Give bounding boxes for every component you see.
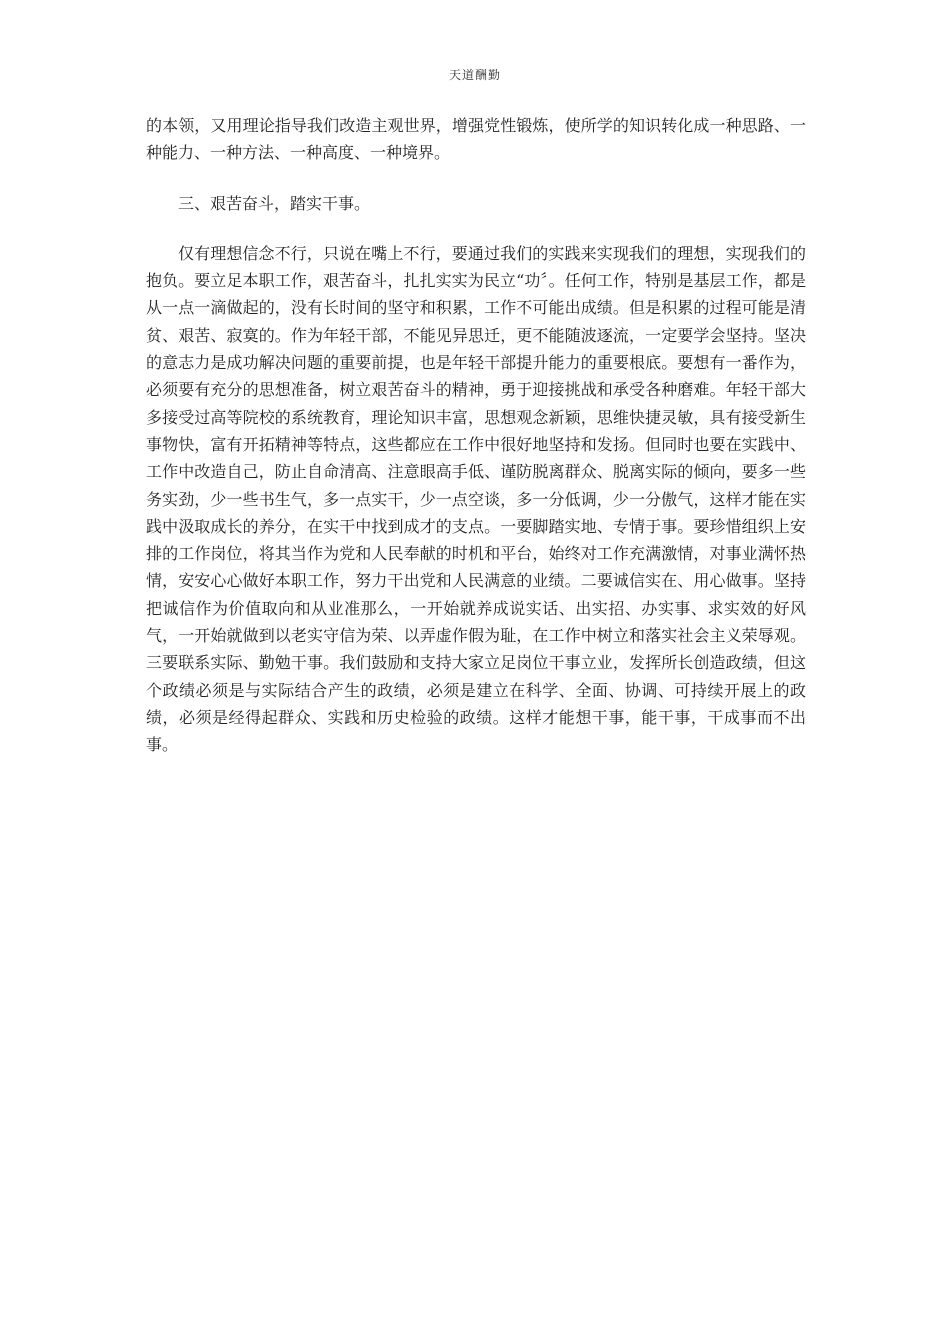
section-heading: 三、艰苦奋斗，踏实干事。 (178, 193, 371, 213)
continuation-paragraph: 的本领，又用理论指导我们改造主观世界，增强党性锻炼，使所学的知识转化成一种思路、一种能力、一种方法、一种高度、一种境界。 (146, 116, 806, 163)
page-header: 天道酬勤 (448, 68, 501, 82)
body-paragraph: 仅有理想信念不行，只说在嘴上不行，要通过我们的实践来实现我们的理想，实现我们的抱负。要立足本职工作，艰苦奋斗，扎扎实实为民立“功〞。任何工作，特别是基层工作，都是从一点一滴做起的，没有长时间的坚守和积累，工作不可能出成绩。但是积累的过程可能是清贫、艰苦、寂寞的。作为年轻干部，不能见异思迁，更不能随波逐流，一定要学会坚持。坚决的意志力是成功解决问题的重要前提，也是年轻干部提升能力的重要根底。要想有一番作为，必须要有充分的思想准备，树立艰苦奋斗的精神，勇于迎接挑战和承受各种磨难。年轻干部大多接受过高等院校的系统教育，理论知识丰富，思想观念新颖，思维快捷灵敏，具有接受新生事物快，富有开拓精神等特点，这些都应在工作中很好地坚持和发扬。但同时也要在实践中、工作中改造自己，防止自命清高、注意眼高手低、谨防脱离群众、脱离实际的倾向，要多一些务实劲，少一些书生气，多一点实干，少一点空谈，多一分低调，少一分傲气，这样才能在实践中汲取成长的养分，在实干中找到成才的支点。一要脚踏实地、专情于事。要珍惜组织上安排的工作岗位，将其当作为党和人民奉献的时机和平台，始终对工作充满激情，对事业满怀热情，安安心心做好本职工作，努力干出党和人民满意的业绩。二要诚信实在、用心做事。坚持把诚信作为价值取向和从业准那么，一开始就养成说实话、出实招、办实事、求实效的好风气，一开始就做到以老实守信为荣、以弄虚作假为耻，在工作中树立和落实社会主义荣辱观。三要联系实际、勤勉干事。我们鼓励和支持大家立足岗位干事立业，发挥所长创造政绩，但这个政绩必须是与实际结合产生的政绩，必须是建立在科学、全面、协调、可持续开展上的政绩，必须是经得起群众、实践和历史检验的政绩。这样才能想干事，能干事，干成事而不出事。 (146, 243, 806, 755)
document-body (146, 112, 806, 759)
